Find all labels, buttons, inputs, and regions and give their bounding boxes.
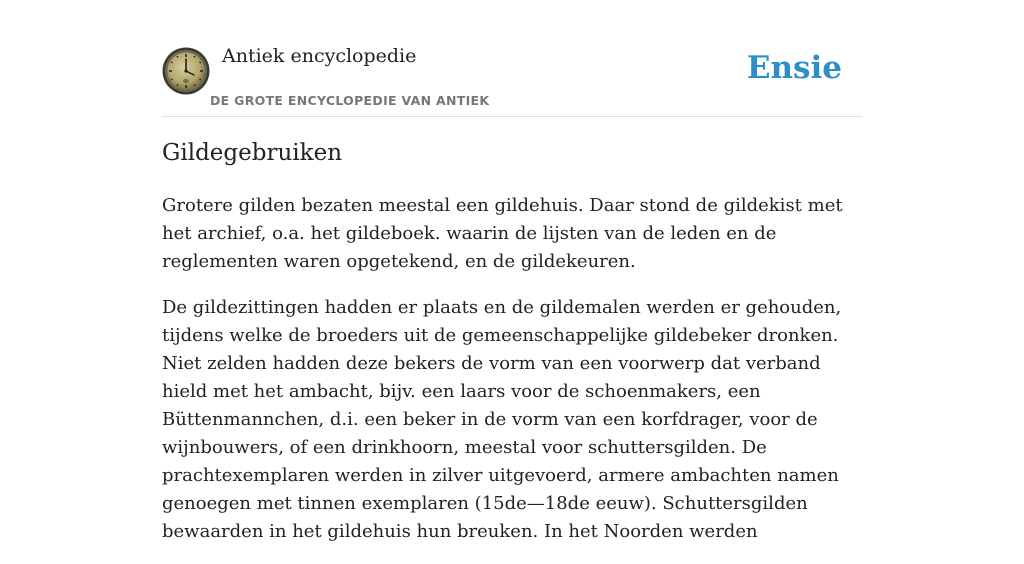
article-paragraph: Grotere gilden bezaten meestal een gildehuis. Daar stond de gildekist met het archief, o.a. het gildeboek. waarin de lijsten van de leden en de reglementen waren opgetekend, en de gildekeuren. <box>162 195 843 272</box>
article-paragraph: De gildezittingen hadden er plaats en de gildemalen werden er gehouden, tijdens welke de broeders uit de gemeenschappelijke gildebeker dronken. Niet zelden hadden deze bekers de vorm van een voorwerp dat verband hield met het ambacht, bijv. een laars voor de schoenmakers, een Büttenmannchen, d.i. een beker in de vorm van een korfdrager, voor de wijnbouwers, of een drinkhoorn, meestal voor schuttersgilden. De prachtexemplaren werden in zilver uitgevoerd, armere ambachten namen genoegen met tinnen exemplaren (15de—18de eeuw). Schuttersgilden bewaarden in het gildehuis hun breuken. In het Noorden werden <box>162 297 842 542</box>
article-title: Gildegebruiken <box>162 140 343 166</box>
site-subtitle: DE GROTE ENCYCLOPEDIE VAN ANTIEK <box>210 93 490 108</box>
antique-clock-icon[interactable] <box>162 47 210 95</box>
ensie-logo-link[interactable]: Ensie <box>746 50 842 86</box>
page <box>162 0 862 542</box>
article-body <box>162 192 862 564</box>
site-header <box>162 0 862 117</box>
site-title[interactable]: Antiek encyclopedie <box>222 45 417 67</box>
